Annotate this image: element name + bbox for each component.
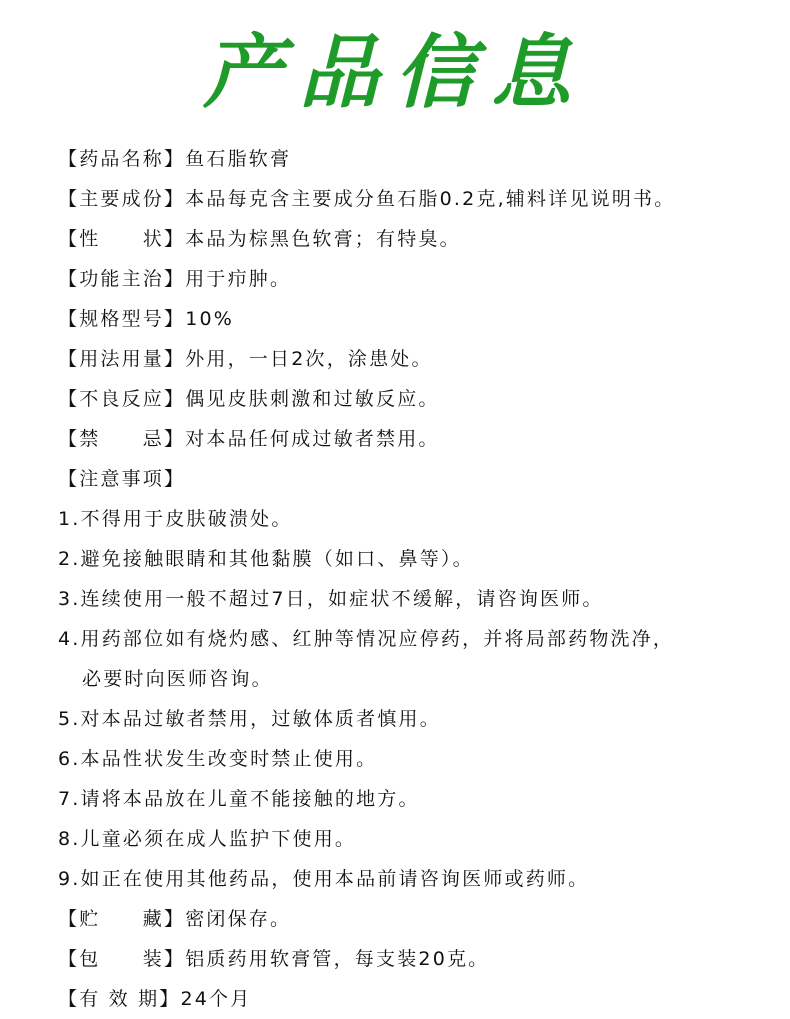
info-line-appearance: 【性 状】本品为棕黑色软膏；有特臭。 [58,228,461,250]
info-line-contraindications: 【禁 忌】对本品任何成过敏者禁用。 [58,428,440,450]
precaution-item-8: 8.儿童必须在成人监护下使用。 [58,828,357,850]
precaution-item-9: 9.如正在使用其他药品，使用本品前请咨询医师或药师。 [58,868,590,890]
precaution-item-5: 5.对本品过敏者禁用，过敏体质者慎用。 [58,708,441,730]
info-line-storage: 【贮 藏】密闭保存。 [58,908,292,930]
precaution-item-4-continued: 必要时向医师咨询。 [82,668,273,690]
info-line-name: 【药品名称】鱼石脂软膏 [58,148,292,170]
info-line-precautions-heading: 【注意事项】 [58,468,186,490]
info-line-dosage: 【用法用量】外用，一日2次，涂患处。 [58,348,433,370]
info-line-expiry: 【有 效 期】24个月 [58,988,252,1010]
precaution-item-6: 6.本品性状发生改变时禁止使用。 [58,748,378,770]
precaution-item-2: 2.避免接触眼睛和其他黏膜（如口、鼻等）。 [58,548,474,570]
precaution-item-7: 7.请将本品放在儿童不能接触的地方。 [58,788,420,810]
precaution-item-1: 1.不得用于皮肤破溃处。 [58,508,293,530]
page-title: 产品信息 [203,25,587,119]
info-line-specification: 【规格型号】10% [58,308,235,330]
info-line-adverse-reactions: 【不良反应】偶见皮肤刺激和过敏反应。 [58,388,440,410]
info-line-packaging: 【包 装】铝质药用软膏管，每支装20克。 [58,948,490,970]
precaution-item-3: 3.连续使用一般不超过7日，如症状不缓解，请咨询医师。 [58,588,604,610]
product-info-list [58,139,778,1019]
info-line-ingredients: 【主要成份】本品每克含主要成分鱼石脂0.2克,辅料详见说明书。 [58,188,676,210]
info-line-indications: 【功能主治】用于疖肿。 [58,268,292,290]
precaution-item-4: 4.用药部位如有烧灼感、红肿等情况应停药，并将局部药物洗净， [58,628,675,650]
